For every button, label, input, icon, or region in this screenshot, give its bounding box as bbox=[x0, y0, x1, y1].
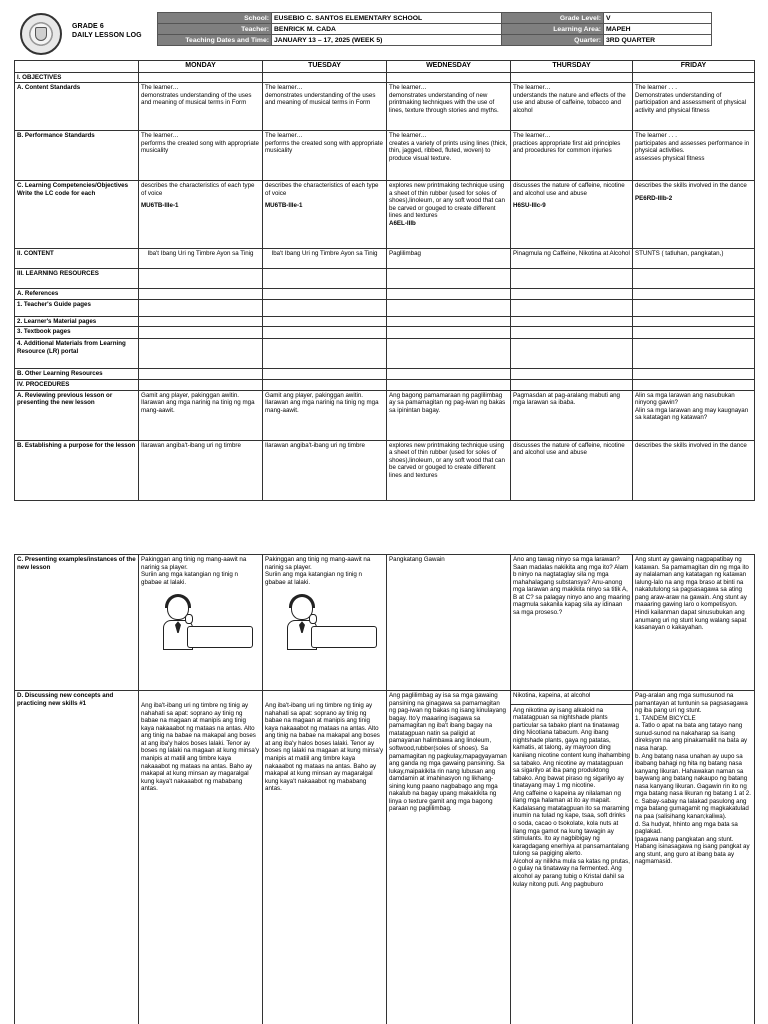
grade-title: GRADE 6 bbox=[72, 23, 104, 30]
performance-standard-cell: The learner… creates a variety of prints using lines (thick, thin, jagged, ribbed, fluted, woven) to produce visual texture. bbox=[387, 131, 511, 181]
deped-seal-logo bbox=[20, 13, 62, 55]
content-standard-cell: The learner . . . Demonstrates understanding of participation and assessment of physical activity and physical fitness bbox=[633, 83, 755, 131]
presenting-cell: Pangkatang Gawain bbox=[387, 555, 511, 691]
content-cell: Pinagmula ng Caffeine, Nikotina at Alcohol bbox=[511, 249, 633, 269]
dates-value: JANUARY 13 – 17, 2025 (WEEK 5) bbox=[272, 35, 502, 46]
establishing-cell: Ilarawan angiba't-ibang uri ng timbre bbox=[139, 440, 263, 500]
learning-area-value: MAPEH bbox=[604, 24, 712, 35]
content-cell: Iba't Ibang Uri ng Timbre Ayon sa Tinig bbox=[263, 249, 387, 269]
day-header: FRIDAY bbox=[633, 61, 755, 73]
day-header: WEDNESDAY bbox=[387, 61, 511, 73]
content-cell: Iba't Ibang Uri ng Timbre Ayon sa Tinig bbox=[139, 249, 263, 269]
competency-text: describes the skills involved in the dance bbox=[635, 182, 747, 190]
learners-material-label: 2. Learner's Material pages bbox=[15, 316, 139, 327]
competency-cell bbox=[633, 181, 755, 249]
discussing-text: Ang iba't-ibang uri ng timbre ng tinig ay nahahati sa apat: soprano ay tinig ng babae na magaan at manipis ang tinig kaya nakaaabot ng mataas na antas. Alto ang tinig na babae na makapal ang boses at ang iba'y halos boses lalaki. Tenor ay boses ng lalaki na magaan at kung minsa'y manipis at matiil ang timbre kaya nakaaabot ng mataas na antas. Baho ay makapal at kung minsan ay magaralgal kung kaya't nakaaabot ng mababang antas. bbox=[141, 702, 260, 793]
textbook-label: 3. Textbook pages bbox=[15, 327, 139, 339]
presenting-text: Pakinggan ang tinig ng mang-aawit na narinig sa player. Suriin ang mga katangian ng tinig n gbabae at lalaki. bbox=[265, 556, 371, 586]
lesson-grid-part-1 bbox=[14, 60, 755, 501]
content-standard-cell: The learner… demonstrates understanding of the uses and meaning of musical terms in Form bbox=[139, 83, 263, 131]
quarter-value: 3RD QUARTER bbox=[604, 35, 712, 46]
dates-label: Teaching Dates and Time: bbox=[158, 35, 272, 46]
competency-code: MU6TB-IIIe-1 bbox=[265, 202, 303, 210]
quarter-label: Quarter: bbox=[502, 35, 604, 46]
presenting-text: Pakinggan ang tinig ng mang-aawit na narinig sa player. Suriin ang mga katangian ng tinig n gbabae at lalaki. bbox=[141, 556, 247, 586]
learning-resources-heading: III. LEARNING RESOURCES bbox=[15, 269, 139, 289]
competency-cell bbox=[139, 181, 263, 249]
competency-code: MU6TB-IIIe-1 bbox=[141, 202, 179, 210]
performance-standards-label: B. Performance Standards bbox=[15, 131, 139, 181]
header-info-table bbox=[157, 12, 712, 46]
presenting-cell bbox=[139, 555, 263, 691]
teachers-guide-label: 1. Teacher's Guide pages bbox=[15, 299, 139, 316]
reviewing-cell: Pagmasdan at pag-aralang mabuti ang mga larawan sa ibaba. bbox=[511, 390, 633, 440]
establishing-label: B. Establishing a purpose for the lesson bbox=[15, 440, 139, 500]
presenting-cell bbox=[263, 555, 387, 691]
reviewing-label: A. Reviewing previous lesson or presenting the new lesson bbox=[15, 390, 139, 440]
reviewing-cell: Gamit ang player, pakinggan awitin. Ilarawan ang mga narinig na tinig ng mga mang-aawit. bbox=[263, 390, 387, 440]
girl-thinking-illustration bbox=[281, 592, 379, 654]
discussing-title: Nikotina, kapeina, at alcohol bbox=[513, 692, 591, 699]
discussing-text: Ang nikotina ay isang alkaloid na matatagpuan sa nightshade plants particular sa tabako plant na tinatawag ding Nicotiana tabacum. Ang ibang nightshade plants, gaya ng patatas, kamatis, at talong, ay mayroon ding kaniiang nicotine content kung ihahambing sa tabako. Ang nicotine ay matatagpuan sa sigarilyo at iba pang produktong tabako. Ang bawat piraso ng sigarilyo ay tinatayang may 1 mg nicotine. Ang caffeine o kapeina ay nilalaman ng ilang mga halaman at ito ay mapait. Kadalasang matatagpuan ito sa maraming inumin na tulad ng kape, tsaa, soft drinks o soda, cacao o tsokolate, kola nuts at ilang mga gamot na kung tawagin ay stimulants. Ito ay nagbibigay ng karagdagang enerhiya at pansamantalang tulong sa pagiging alerto. Alcohol ay nilikha mula sa katas ng prutas, o gulay na tinataway na fermented. Ang alcohol ay parang tubig o Kristal dahil sa kulay nitong puti. Ang pagbuburo bbox=[513, 706, 630, 888]
establishing-cell: Ilarawan angiba't-ibang uri ng timbre bbox=[263, 440, 387, 500]
competency-text: discusses the nature of caffeine, nicotine and alcohol use and abuse bbox=[513, 182, 625, 197]
competency-code: A6EL-IIIb bbox=[389, 219, 416, 227]
objectives-heading: I. OBJECTIVES bbox=[15, 72, 139, 83]
content-standard-cell: The learner… demonstrates understanding of the uses and meaning of musical terms in Form bbox=[263, 83, 387, 131]
additional-materials-label: 4. Additional Materials from Learning Resource (LR) portal bbox=[15, 339, 139, 369]
school-value: EUSEBIO C. SANTOS ELEMENTARY SCHOOL bbox=[272, 13, 502, 24]
references-label: A. References bbox=[15, 289, 139, 300]
log-title: DAILY LESSON LOG bbox=[72, 32, 142, 39]
competency-text: describes the characteristics of each type of voice bbox=[265, 182, 379, 197]
teacher-label: Teacher: bbox=[158, 24, 272, 35]
competency-cell bbox=[511, 181, 633, 249]
content-standard-cell: The learner… understands the nature and effects of the use and abuse of caffeine, tobacco and alcohol bbox=[511, 83, 633, 131]
competency-text: describes the characteristics of each type of voice bbox=[141, 182, 255, 197]
reviewing-cell: Alin sa mga larawan ang nasubukan ninyong gawin? Alin sa mga larawan ang may kaugnayan sa katatagan ng katawan? bbox=[633, 390, 755, 440]
learning-area-label: Learning Area: bbox=[502, 24, 604, 35]
discussing-cell bbox=[139, 691, 263, 1024]
content-standards-label: A. Content Standards bbox=[15, 83, 139, 131]
content-standard-cell: The learner… demonstrates understanding of new printmaking techniques with the use of lines, texture through stories and myths. bbox=[387, 83, 511, 131]
performance-standard-cell: The learner… performs the created song with appropriate musicality bbox=[263, 131, 387, 181]
competency-cell bbox=[263, 181, 387, 249]
competencies-label: C. Learning Competencies/Objectives Write the LC code for each bbox=[15, 181, 139, 249]
presenting-cell: Ano ang tawag ninyo sa mga larawan? Saan madalas nakikita ang mga ito? Alam b ninyo na nagtataglay sila ng mga mahahalagang substansya? Anu-anong mga larawan ang makikita ninyo sa titik A, B at C? sa palagay ninyo ano ang maaring magmula sakanila kapag sila ay idinaan sa mga proseso.? bbox=[511, 555, 633, 691]
grade-level-label: Grade Level: bbox=[502, 13, 604, 24]
discussing-cell: Pag-aralan ang mga sumusunod na pamantayan at tuntunin sa pagsasagawa ng iba pang uri ng stunt. 1. TANDEM BICYCLE a. Tatlo o apat na bata ang tatayo nang sunud-sunod na nakaharap sa isang direksyon na ang pinakamaliit na bata ay nasa harap. b. Ang batang nasa unahan ay uupo sa ibabang bahagi ng hita ng batang nasa kanyang likuran. Hahawakan naman sa baywang ang batang nakaupo ng batang nasa kanyang likuran. Gagawin rin ito ng mga batang nasa likuran ng batang 1 at 2. c. Sabay-sabay na lalakad pasulong ang mga batang gumagamit ng magkakatulad na paa (salisihang kanan;kaliwa). d. Sa hudyat, hhinto ang mga bata sa paglakad. Ipagawa nang pangkatan ang stunt. Habang isinasagawa ng isang pangkat ay ang stunt, ang guro at ibang bata ay nagmamasid. bbox=[633, 691, 755, 1024]
girl-thinking-illustration bbox=[157, 592, 255, 654]
day-header: TUESDAY bbox=[263, 61, 387, 73]
performance-standard-cell: The learner… performs the created song with appropriate musicality bbox=[139, 131, 263, 181]
establishing-cell: describes the skills involved in the dance bbox=[633, 440, 755, 500]
content-cell: STUNTS ( tatluhan, pangkatan,) bbox=[633, 249, 755, 269]
procedures-heading: IV. PROCEDURES bbox=[15, 380, 139, 391]
establishing-cell: discusses the nature of caffeine, nicotine and alcohol use and abuse bbox=[511, 440, 633, 500]
performance-standard-cell: The learner… practices appropriate first aid principles and procedures for common injuries bbox=[511, 131, 633, 181]
discussing-label: D. Discussing new concepts and practicing new skills #1 bbox=[15, 691, 139, 1024]
competency-text: explores new printmaking technique using a sheet of thin rubber (used for soles of shoes),linoleum, or any soft wood that can be carved or gouged to create different lines and textures bbox=[389, 182, 505, 220]
performance-standard-cell: The learner . . . participates and assesses performance in physical activities. assesses physical fitness bbox=[633, 131, 755, 181]
teacher-value: BENRICK M. CADA bbox=[272, 24, 502, 35]
day-header: MONDAY bbox=[139, 61, 263, 73]
discussing-text: Ang iba't-ibang uri ng timbre ng tinig ay nahahati sa apat: soprano ay tinig ng babae na magaan at manipis ang tinig kaya nakaaabot ng mataas na antas. Alto ang tinig na babae na makapal ang boses at ang iba'y halos boses lalaki. Tenor ay boses ng lalaki na magaan at kung minsa'y manipis at matiil ang timbre kaya nakaaabot ng mataas na antas. Baho ay makapal at kung minsan ay magaralgal kung kaya't nakaaabot ng mababang antas. bbox=[265, 702, 384, 793]
discussing-cell: Ang paglilimbag ay isa sa mga gawaing pansining na ginagawa sa pamamagitan ng pag-iwan ng bakas ng isang kinulayang bagay. Ito'y maaaring isagawa sa pamamagitan ng iba't ibang bagay na matatagpuan natin sa paligid at pamayanan halimbawa ang linoleum, softwood,rubber(soles of shoes). Sa pamamagitan ng pagkulay,mapagyayaman ang ganda ng mga gawaing pansining. Sa lukay,maipakikita rin nang lubusan ang damdamin at imahinasyon ng likhang-sining kung paano nagbabago ang mga nakalub na bagay upang makakikita ng linya o texture gamit ang mga bagong paraan ng paglilimbag. bbox=[387, 691, 511, 1024]
content-heading: II. CONTENT bbox=[15, 249, 139, 269]
competency-code: H6SU-IIIc-9 bbox=[513, 202, 546, 210]
presenting-label: C. Presenting examples/instances of the new lesson bbox=[15, 555, 139, 691]
establishing-cell: explores new printmaking technique using a sheet of thin rubber (used for soles of shoes),linoleum, or any soft wood that can be carved or gouged to create different lines and textures bbox=[387, 440, 511, 500]
school-label: School: bbox=[158, 13, 272, 24]
day-header: THURSDAY bbox=[511, 61, 633, 73]
discussing-cell bbox=[263, 691, 387, 1024]
grade-level-value: V bbox=[604, 13, 712, 24]
presenting-cell: Ang stunt ay gawaing nagpapatibay ng katawan. Sa pamamagitan din ng mga ito ay nalalaman ang katatagan ng katawan lalung-lalo na ang mga braso at binti na nakatutulong sa pagsasagawa sa ating pang araw-araw na gawain. Ang stunt ay maaaring gawing laro o kompetisyon. Hindi kailanman dapat sinusubukan ang anumang uri ng stunt kung walang sapat kasanayan o kakayahan. bbox=[633, 555, 755, 691]
corner-cell bbox=[15, 61, 139, 73]
lesson-log-page-2 bbox=[0, 550, 768, 1024]
discussing-cell bbox=[511, 691, 633, 1024]
lesson-grid-part-2 bbox=[14, 554, 755, 1024]
reviewing-cell: Gamit ang player, pakinggan awitin. Ilarawan ang mga narinig na tinig ng mga mang-aawit. bbox=[139, 390, 263, 440]
reviewing-cell: Ang bagong pamamaraan ng paglilimbag ay sa pamamagitan ng pag-iwan ng bakas sa ipinintan bagay. bbox=[387, 390, 511, 440]
competency-code: PE6RD-IIIb-2 bbox=[635, 194, 673, 202]
competency-cell bbox=[387, 181, 511, 249]
content-cell: Paglilimbag bbox=[387, 249, 511, 269]
other-resources-label: B. Other Learning Resources bbox=[15, 369, 139, 380]
